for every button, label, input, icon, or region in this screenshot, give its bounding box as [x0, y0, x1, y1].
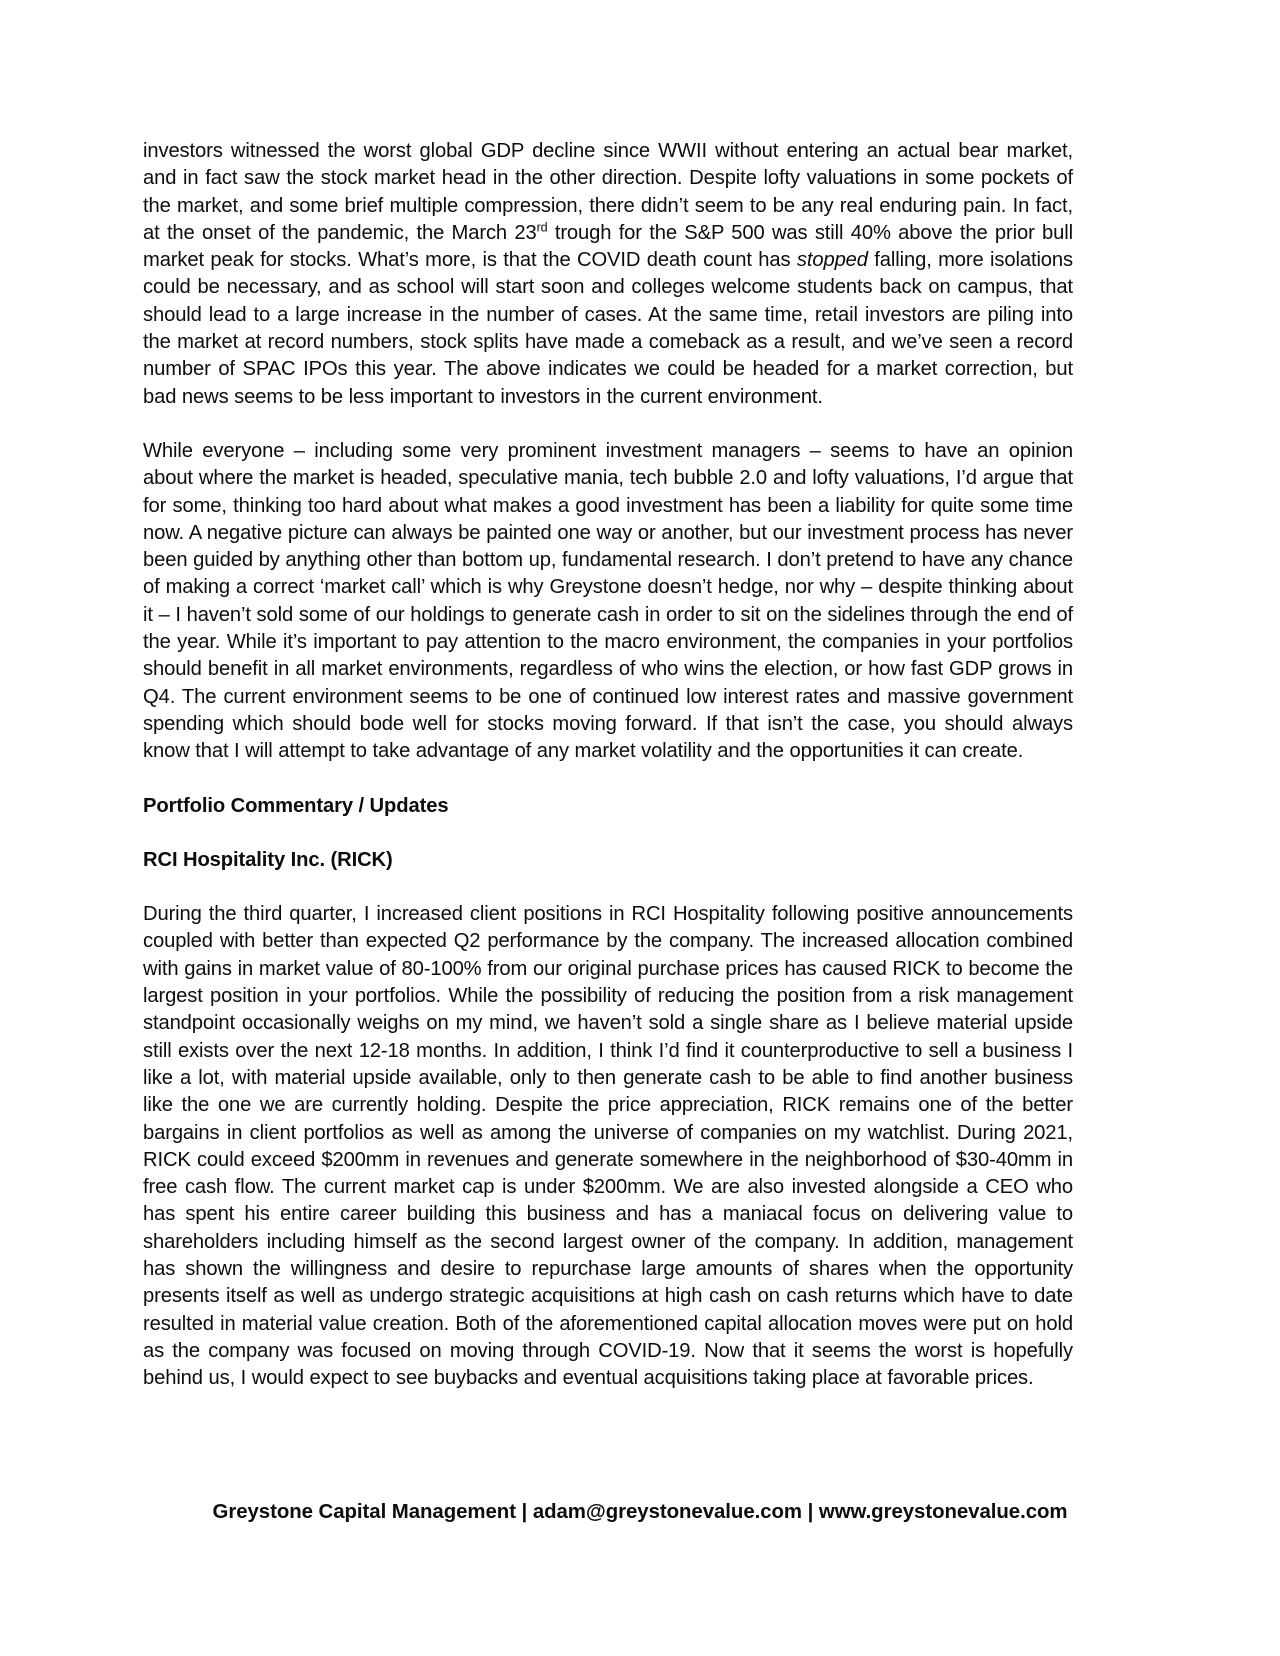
paragraph-investment-process: While everyone – including some very prominent investment managers – seems to have an opinion about where the market is headed, speculative mania, tech bubble 2.0 and lofty valuations, I’d argue that for some, thinking too hard about what makes a good investment has been a liability for quite some time now. A negative picture can always be painted one way or another, but our investment process has never been guided by anything other than bottom up, fundamental research. I don’t pretend to have any chance of making a correct ‘market call’ which is why Greystone doesn’t hedge, nor why – despite thinking about it – I haven’t sold some of our holdings to generate cash in order to sit on the sidelines through the end of the year. While it’s important to pay attention to the macro environment, the companies in your portfolios should benefit in all market environments, regardless of who wins the election, or how fast GDP grows in Q4. The current environment seems to be one of continued low interest rates and massive government spending which should bode well for stocks moving forward. If that isn’t the case, you should always know that I will attempt to take advantage of any market volatility and the opportunities it can create. — [143, 439, 1073, 763]
heading-portfolio-commentary: Portfolio Commentary / Updates — [143, 794, 449, 817]
ordinal-suffix: rd — [536, 220, 548, 235]
paragraph-market-outlook: investors witnessed the worst global GDP decline since WWII without entering an actual bear market, and in fact saw the stock market head in the other direction. Despite lofty valuations in some pockets of the market, and some brief multiple compression, there didn’t seem to be any real enduring pain. In fact, at the onset of the pandemic, the March 23rd trough for the S&P 500 was still 40% above the prior bull market peak for stocks. What’s more, is that the COVID death count has stopped falling, more isolations could be necessary, and as school will start soon and colleges welcome students back on campus, that should lead to a large increase in the number of cases. At the same time, retail investors are piling into the market at record numbers, stock splits have made a comeback as a result, and we’ve seen a record number of SPAC IPOs this year. The above indicates we could be headed for a market correction, but bad news seems to be less important to investors in the current environment. — [143, 140, 1073, 408]
emphasized-word: stopped — [796, 249, 868, 272]
footer-contact-line: Greystone Capital Management | adam@greystonevalue.com | www.greystonevalue.com — [212, 1501, 1068, 1523]
page-footer — [0, 1498, 1280, 1526]
heading-rci-hospitality: RCI Hospitality Inc. (RICK) — [143, 848, 393, 871]
paragraph-rick-commentary: During the third quarter, I increased client positions in RCI Hospitality following positive announcements coupled with better than expected Q2 performance by the company. The increased allocation combined with gains in market value of 80-100% from our original purchase prices has caused RICK to become the largest position in your portfolios. While the possibility of reducing the position from a risk management standpoint occasionally weighs on my mind, we haven’t sold a single share as I believe material upside still exists over the next 12-18 months. In addition, I think I’d find it counterproductive to sell a business I like a lot, with material upside available, only to then generate cash to be able to find another business like the one we are currently holding. Despite the price appreciation, RICK remains one of the better bargains in client portfolios as well as among the universe of companies on my watchlist. During 2021, RICK could exceed $200mm in revenues and generate somewhere in the neighborhood of $30-40mm in free cash flow. The current market cap is under $200mm. We are also invested alongside a CEO who has spent his entire career building this business and has a maniacal focus on delivering value to shareholders including himself as the second largest owner of the company. In addition, management has shown the willingness and desire to repurchase large amounts of shares when the opportunity presents itself as well as undergo strategic acquisitions at high cash on cash returns which have to date resulted in material value creation. Both of the aforementioned capital allocation moves were put on hold as the company was focused on moving through COVID-19. Now that it seems the worst is hopefully behind us, I would expect to see buybacks and eventual acquisitions taking place at favorable prices. — [143, 903, 1073, 1390]
document-body — [143, 138, 1073, 1419]
